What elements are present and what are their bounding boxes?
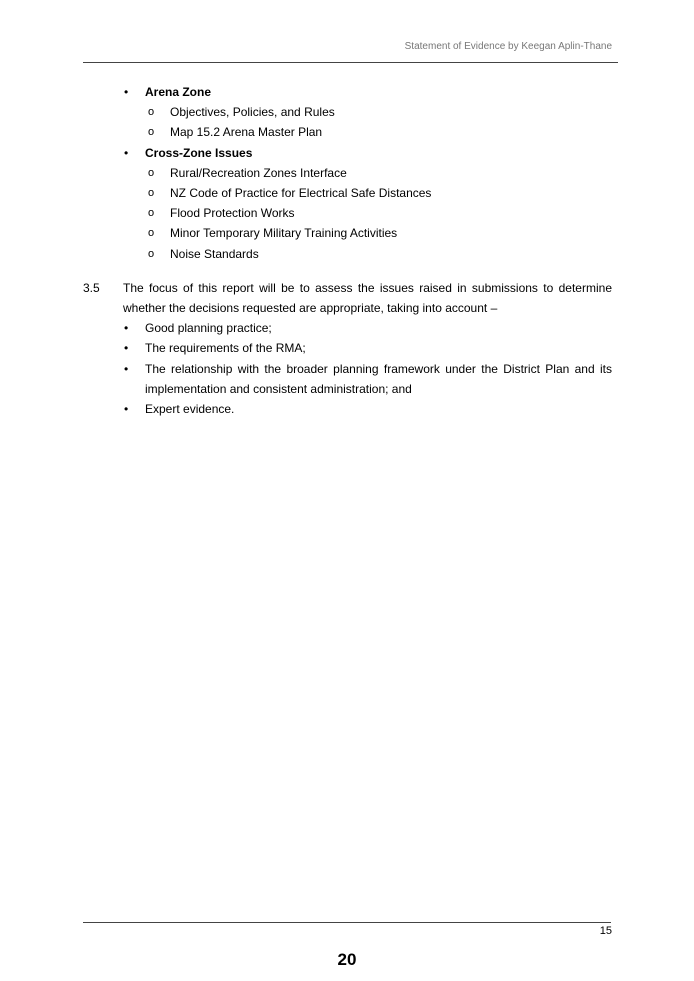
section-title: Arena Zone: [145, 85, 212, 99]
list-item-text: Expert evidence.: [145, 402, 235, 417]
list-item-text: The requirements of the RMA;: [145, 341, 306, 356]
list-item: [83, 183, 612, 203]
list-item: [83, 318, 612, 338]
running-header: Statement of Evidence by Keegan Aplin-Thane: [404, 41, 612, 52]
list-item-text: Objectives, Policies, and Rules: [170, 105, 335, 120]
list-item-text: Map 15.2 Arena Master Plan: [170, 125, 323, 140]
bullet-icon: •: [124, 341, 129, 356]
bullet-icon: •: [124, 145, 129, 160]
footer-rule: [83, 922, 611, 923]
header-rule: [83, 62, 618, 63]
list-item: [83, 399, 612, 419]
list-item: [83, 359, 612, 399]
sub-bullet-icon: o: [148, 247, 155, 260]
list-item-text: The relationship with the broader planning framework under the District Plan and its implementation and consistent administration; and: [145, 361, 612, 396]
list-item-text: NZ Code of Practice for Electrical Safe Distances: [170, 186, 432, 201]
section-cross-zone-issues: [83, 143, 612, 163]
bullet-icon: •: [124, 402, 129, 417]
sub-bullet-icon: o: [148, 207, 155, 220]
list-item: [83, 244, 612, 264]
sub-bullet-icon: o: [148, 126, 155, 139]
list-item: [83, 338, 612, 358]
paragraph-3-5: [83, 278, 612, 318]
list-item: [83, 203, 612, 223]
page-content: [83, 82, 612, 419]
list-item-text: Noise Standards: [170, 246, 259, 261]
section-arena-zone: [83, 82, 612, 102]
sub-bullet-icon: o: [148, 227, 155, 240]
paragraph-text: The focus of this report will be to assess the issues raised in submissions to determine whether the decisions requested are appropriate, taking into account –: [123, 280, 612, 316]
list-item: [83, 223, 612, 243]
page-number: 15: [599, 925, 612, 937]
list-item: [83, 163, 612, 183]
sub-bullet-icon: o: [148, 187, 155, 200]
list-item: [83, 122, 612, 142]
sub-bullet-icon: o: [148, 106, 155, 119]
bullet-icon: •: [124, 361, 129, 376]
list-item-text: Rural/Recreation Zones Interface: [170, 165, 347, 180]
list-item-text: Flood Protection Works: [170, 206, 295, 221]
list-item-text: Minor Temporary Military Training Activities: [170, 226, 398, 241]
sub-bullet-icon: o: [148, 166, 155, 179]
list-item: [83, 102, 612, 122]
paragraph-number: 3.5: [83, 280, 100, 295]
section-title: Cross-Zone Issues: [145, 145, 253, 160]
list-item-text: Good planning practice;: [145, 321, 272, 336]
sheet-number: 20: [337, 950, 357, 969]
bullet-icon: •: [124, 85, 129, 99]
bullet-icon: •: [124, 321, 129, 336]
